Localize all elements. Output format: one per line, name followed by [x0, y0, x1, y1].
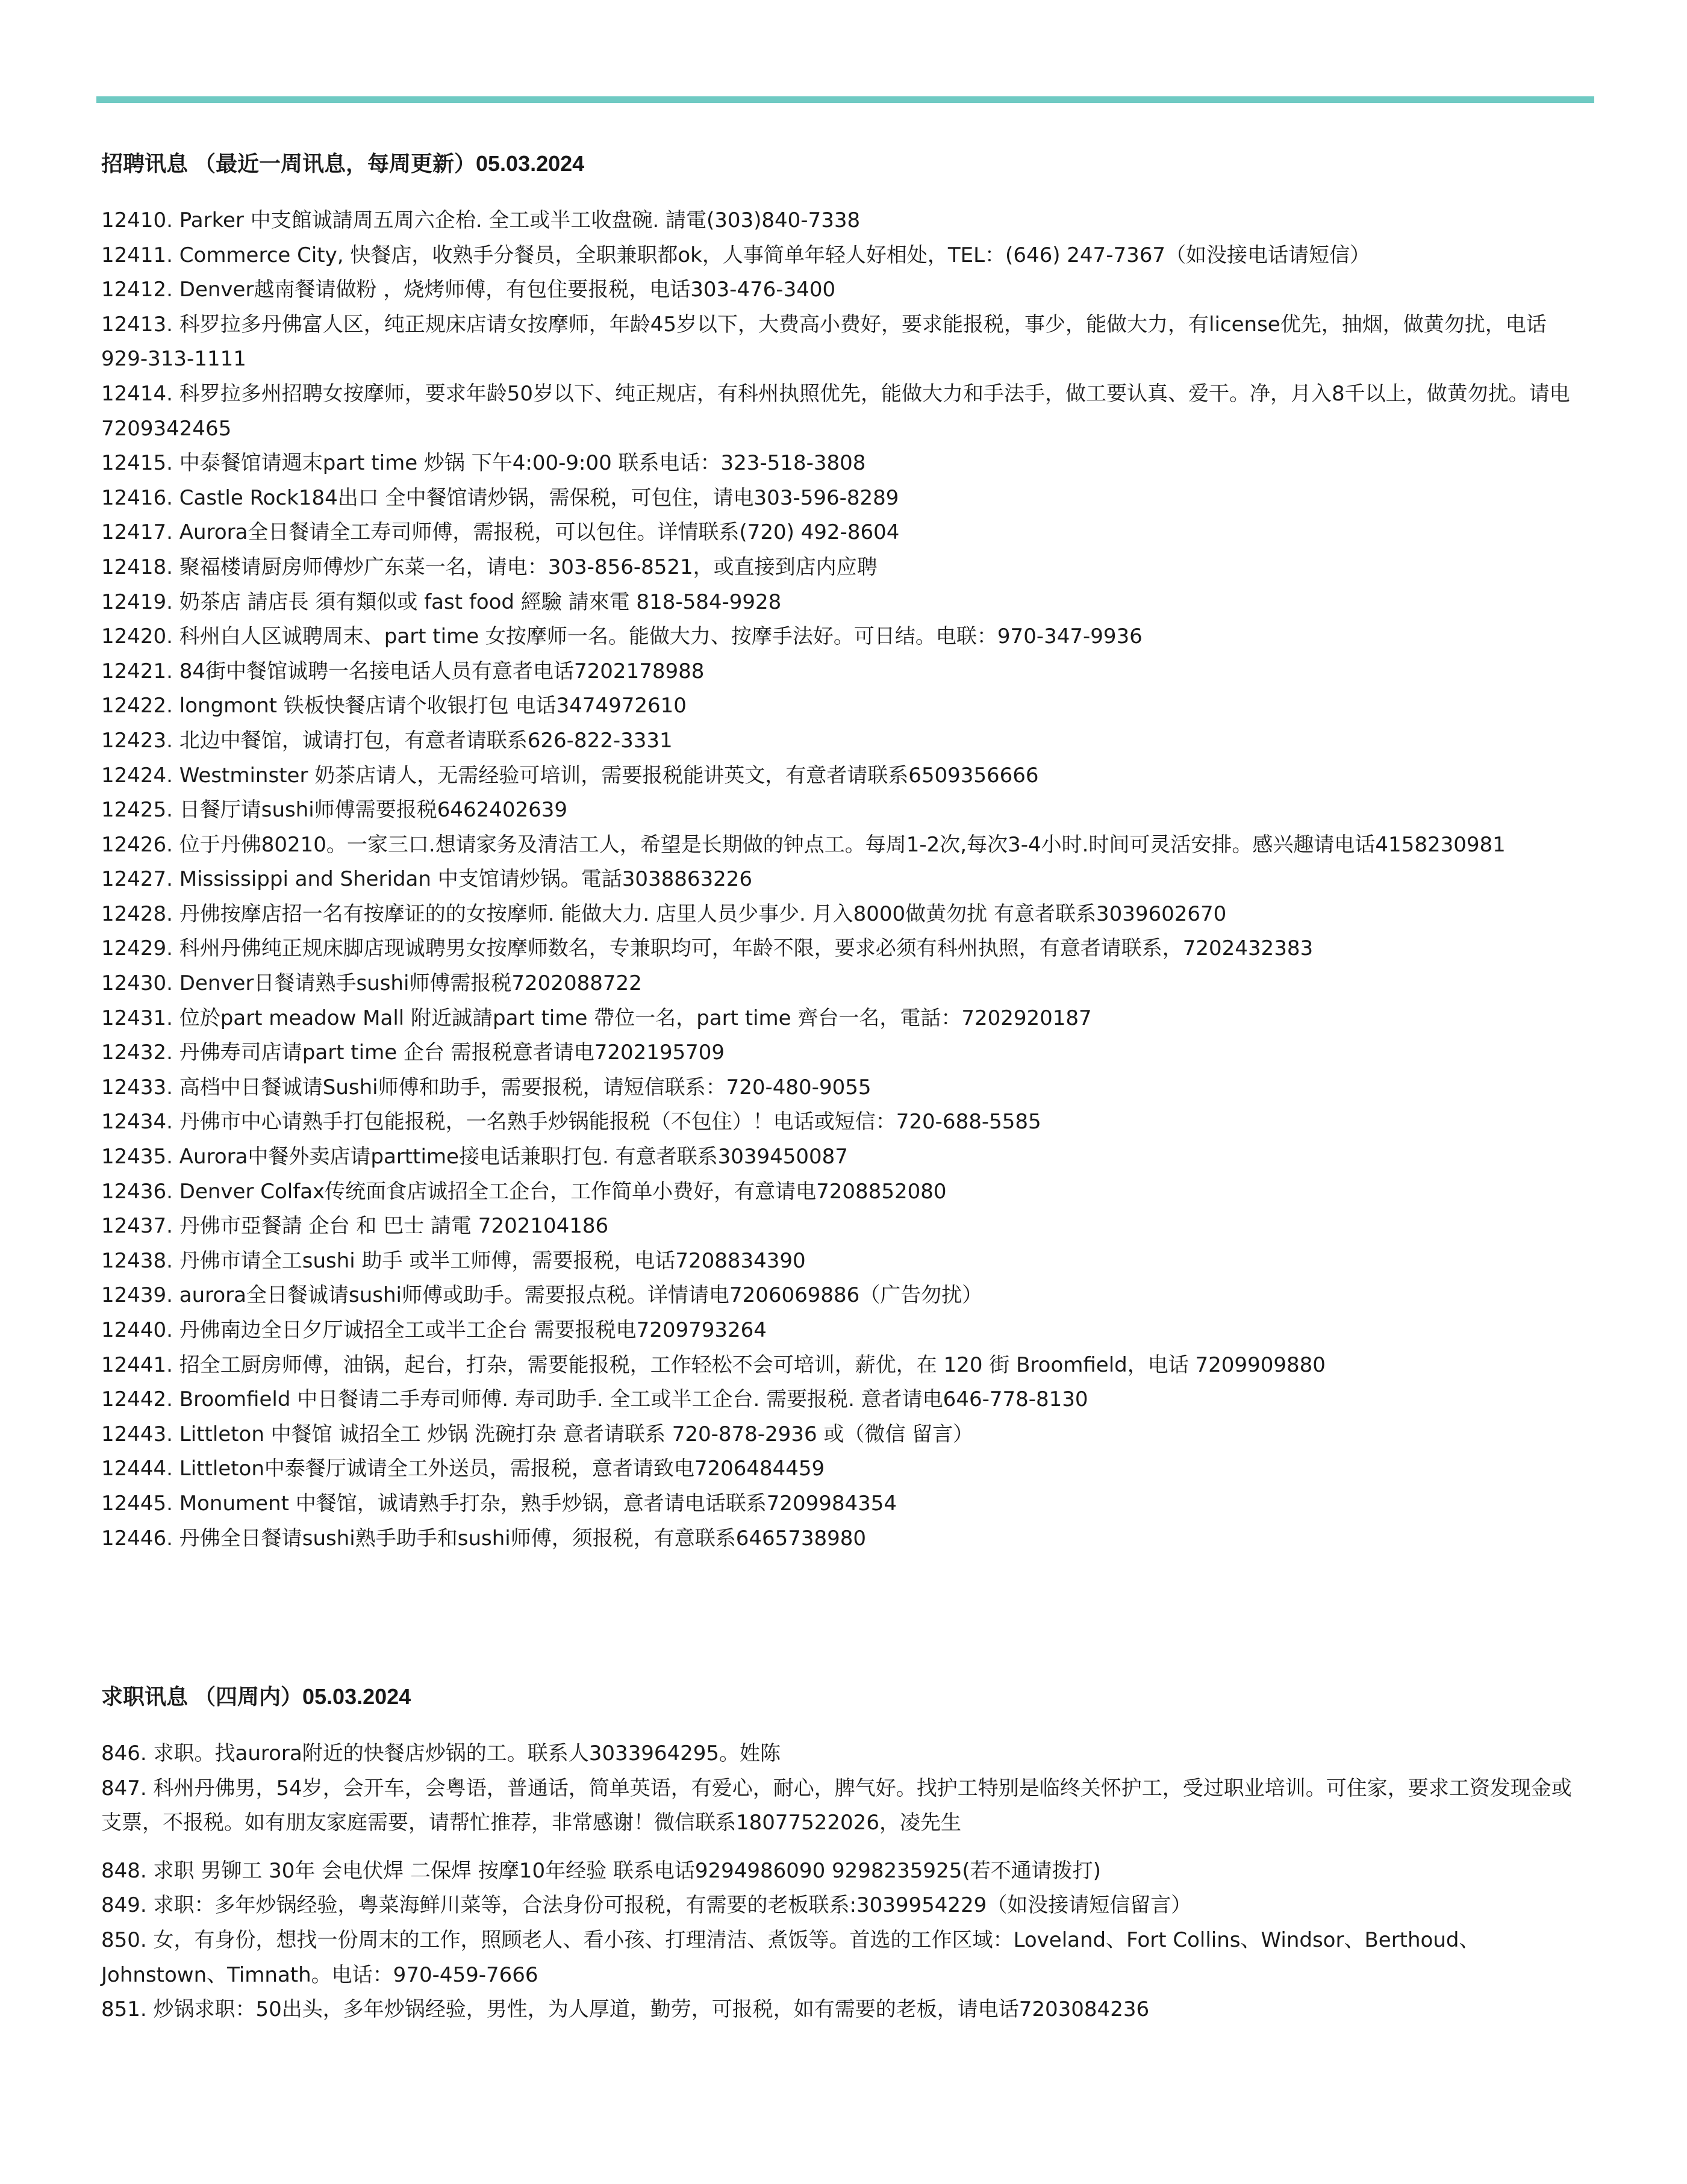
- list-item: 12428. 丹佛按摩店招一名有按摩证的的女按摩师. 能做大力. 店里人员少事少. 月入8000做黄勿扰 有意者联系3039602670: [101, 901, 1227, 926]
- list-item: 12419. 奶茶店 請店長 須有類似或 fast food 經驗 請來電 818-584-9928: [101, 590, 782, 614]
- list-item: 12415. 中泰餐馆请週末part time 炒锅 下午4:00-9:00 联系电话：323-518-3808: [101, 451, 866, 476]
- list-item: 12425. 日餐厅请sushi师傅需要报税6462402639: [101, 798, 568, 823]
- list-item: 12440. 丹佛南边全日夕厅诚招全工或半工企台 需要报税电7209793264: [101, 1318, 767, 1342]
- list-item: 851. 炒锅求职：50出头，多年炒锅经验，男性，为人厚道，勤劳，可报税，如有需要的老板，请电话7203084236: [101, 1997, 1150, 2022]
- list-item: 850. 女，有身份，想找一份周末的工作，照顾老人、看小孩、打理清洁、煮饭等。首选的工作区域：Loveland、Fort Collins、Windsor、Berthoud、Johnstown、Timnath。电话：970-459-7666: [101, 1927, 1480, 1987]
- list-item: 12427. Mississippi and Sheridan 中支馆请炒锅。電話3038863226: [101, 867, 753, 892]
- seeking-section-title: 求职讯息 （四周内）05.03.2024: [101, 1684, 411, 1709]
- list-item: 12435. Aurora中餐外卖店请parttime接电话兼职打包. 有意者联系3039450087: [101, 1145, 848, 1169]
- list-item: 12410. Parker 中支館诚請周五周六企枱. 全工或半工收盘碗. 請電(303)840-7338: [101, 208, 861, 232]
- list-item: 12416. Castle Rock184出口 全中餐馆请炒锅，需保税，可包住，请电303-596-8289: [101, 485, 899, 510]
- list-item: 848. 求职 男铆工 30年 会电伏焊 二保焊 按摩10年经验 联系电话9294986090 9298235925(若不通请拨打): [101, 1858, 1101, 1883]
- list-item: 12412. Denver越南餐请做粉 ，烧烤师傅，有包住要报税，电话303-476-3400: [101, 278, 836, 302]
- list-item: 12424. Westminster 奶茶店请人，无需经验可培训，需要报税能讲英文，有意者请联系6509356666: [101, 763, 1039, 788]
- list-item: 12446. 丹佛全日餐请sushi熟手助手和sushi师傅，须报税，有意联系6465738980: [101, 1526, 867, 1551]
- hiring-list: [101, 204, 1589, 1556]
- list-item: 12426. 位于丹佛80210。一家三口.想请家务及清洁工人，希望是长期做的钟点工。每周1-2次,每次3-4小时.时间可灵活安排。感兴趣请电话4158230981: [101, 832, 1506, 857]
- list-item: 12433. 高档中日餐诚请Sushi师傅和助手，需要报税，请短信联系：720-480-9055: [101, 1075, 872, 1100]
- list-item: 12414. 科罗拉多州招聘女按摩师，要求年龄50岁以下、纯正规店，有科州执照优先，能做大力和手法手，做工要认真、爱干。净，月入8千以上，做黄勿扰。请电7209342465: [101, 381, 1570, 441]
- list-item: 12444. Littleton中泰餐厅诚请全工外送员，需报税，意者请致电7206484459: [101, 1457, 825, 1481]
- list-item: 12417. Aurora全日餐请全工寿司师傅，需报税，可以包住。详情联系(720) 492-8604: [101, 520, 900, 545]
- list-item: 12423. 北边中餐馆，诚请打包，有意者请联系626-822-3331: [101, 728, 673, 753]
- list-item: 12422. longmont 铁板快餐店请个收银打包 电话3474972610: [101, 694, 687, 718]
- list-item: 12434. 丹佛市中心请熟手打包能报税，一名熟手炒锅能报税（不包住）！电话或短信：720-688-5585: [101, 1110, 1041, 1134]
- list-item: 12442. Broomfield 中日餐请二手寿司师傅. 寿司助手. 全工或半工企台. 需要报税. 意者请电646-778-8130: [101, 1387, 1088, 1412]
- seeking-section: [101, 1682, 1589, 2027]
- list-item: 12439. aurora全日餐诚请sushi师傅或助手。需要报点税。详情请电7206069886（广告勿扰）: [101, 1283, 983, 1308]
- list-item: 12432. 丹佛寿司店请part time 企台 需报税意者请电7202195709: [101, 1041, 725, 1065]
- list-item: 12420. 科州白人区诚聘周末、part time 女按摩师一名。能做大力、按摩手法好。可日结。电联：970-347-9936: [101, 624, 1143, 649]
- list-item: 12437. 丹佛市亞餐請 企台 和 巴士 請電 7202104186: [101, 1214, 609, 1239]
- hiring-section: [101, 149, 1589, 1556]
- list-item: 12413. 科罗拉多丹佛富人区，纯正规床店请女按摩师，年龄45岁以下，大费高小费好，要求能报税，事少，能做大力，有license优先，抽烟，做黄勿扰，电话929-313-1111: [101, 312, 1547, 372]
- list-item: 12429. 科州丹佛纯正规床脚店现诚聘男女按摩师数名，专兼职均可，年龄不限，要求必须有科州执照，有意者请联系，7202432383: [101, 936, 1314, 961]
- list-item: 847. 科州丹佛男，54岁，会开车，会粤语，普通话，简单英语，有爱心，耐心，脾气好。找护工特别是临终关怀护工，受过职业培训。可住家，要求工资发现金或支票，不报税。如有朋友家庭需要，请帮忙推荐，非常感谢！微信联系18077522026，凌先生: [101, 1776, 1572, 1835]
- list-item: 12421. 84街中餐馆诚聘一名接电话人员有意者电话7202178988: [101, 659, 705, 683]
- hiring-section-title: 招聘讯息 （最近一周讯息，每周更新）05.03.2024: [101, 151, 585, 176]
- list-item: 12431. 位於part meadow Mall 附近誠請part time 帶位一名，part time 齊台一名，電話：7202920187: [101, 1006, 1092, 1030]
- list-item: 12438. 丹佛市请全工sushi 助手 或半工师傅，需要报税，电话7208834390: [101, 1248, 806, 1273]
- list-item: 12418. 聚福楼请厨房师傅炒广东菜一名，请电：303-856-8521，或直接到店内应聘: [101, 555, 878, 579]
- list-item: 12411. Commerce City, 快餐店，收熟手分餐员，全职兼职都ok，人事简单年轻人好相处，TEL：(646) 247-7367（如没接电话请短信）: [101, 243, 1370, 267]
- list-item: 846. 求职。找aurora附近的快餐店炒锅的工。联系人3033964295。姓陈: [101, 1741, 781, 1766]
- top-divider: [96, 96, 1594, 103]
- list-item: 12441. 招全工厨房师傅，油锅，起台，打杂，需要能报税，工作轻松不会可培训，薪优，在 120 街 Broomfield，电话 7209909880: [101, 1352, 1326, 1377]
- list-item: 12443. Littleton 中餐馆 诚招全工 炒锅 洗碗打杂 意者请联系 720-878-2936 或（微信 留言）: [101, 1422, 974, 1446]
- list-item: 12436. Denver Colfax传统面食店诚招全工企台，工作简单小费好，有意请电7208852080: [101, 1179, 947, 1204]
- list-item: 12445. Monument 中餐馆，诚请熟手打杂，熟手炒锅，意者请电话联系7209984354: [101, 1491, 897, 1516]
- list-item: 12430. Denver日餐请熟手sushi师傅需报税7202088722: [101, 971, 642, 996]
- list-item: 849. 求职：多年炒锅经验，粤菜海鲜川菜等，合法身份可报税，有需要的老板联系:3039954229（如没接请短信留言）: [101, 1893, 1192, 1918]
- seeking-list: [101, 1737, 1589, 2027]
